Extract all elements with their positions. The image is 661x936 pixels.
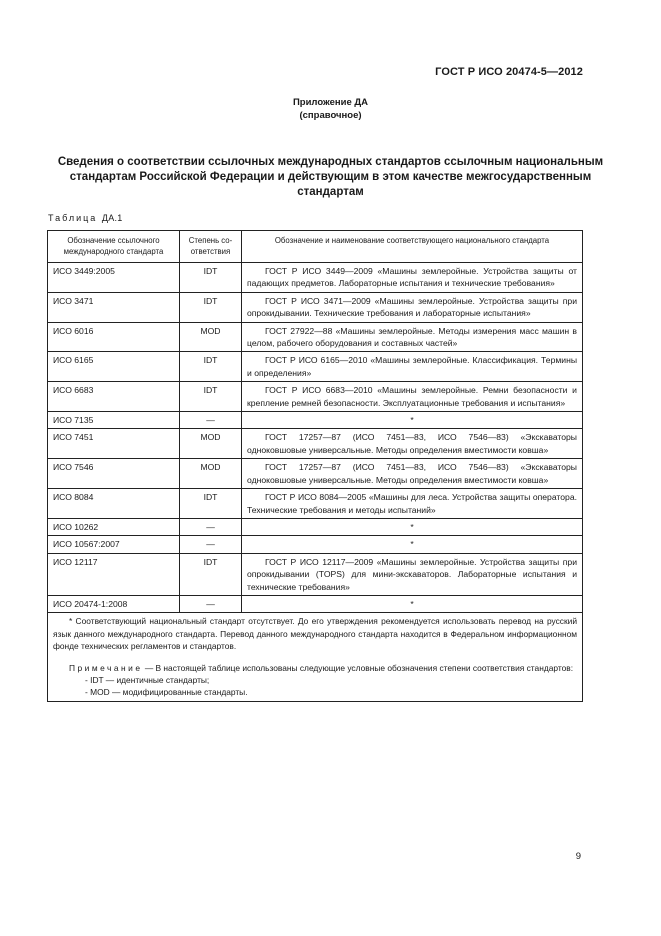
column-header-international-standard: Обозначение ссылочного международного стандарта [48, 231, 180, 263]
cell-international-standard: ИСО 20474-1:2008 [48, 595, 180, 612]
cell-national-standard: ГОСТ Р ИСО 8084—2005 «Машины для леса. Устройства защиты оператора. Технические требования и методы испытаний» [242, 489, 583, 519]
cell-degree: MOD [180, 322, 242, 352]
cell-degree: IDT [180, 553, 242, 595]
cell-degree: IDT [180, 489, 242, 519]
cell-national-standard: ГОСТ Р ИСО 3471—2009 «Машины землеройные. Устройства защиты при опрокидывании. Технические требования и лабораторные испытания» [242, 292, 583, 322]
footnote-text: * Соответствующий национальный стандарт отсутствует. До его утверждения рекомендуется использовать перевод на русский язык данного международного стандарта. Перевод данного международного стандарта находится в Федеральном информационном фонде технических регламентов и стандартов. [53, 616, 577, 652]
appendix-block [0, 96, 661, 122]
note-line-idt: - IDT — идентичные стандарты; [85, 674, 210, 685]
cell-national-standard: ГОСТ 17257—87 (ИСО 7451—83, ИСО 7546—83) «Экскаваторы одноковшовые универсальные. Методы определения вместимости ковша» [242, 459, 583, 489]
cell-degree: IDT [180, 382, 242, 412]
table-row [48, 412, 583, 429]
table-row [48, 595, 583, 612]
table-row [48, 536, 583, 553]
cell-international-standard: ИСО 10567:2007 [48, 536, 180, 553]
note-text: — В настоящей таблице использованы следующие условные обозначения степени соответствия стандартов: [144, 662, 574, 673]
section-heading: Сведения о соответствии ссылочных международных стандартов ссылочным национальным стандартам Российской Федерации и действующим в этом качестве межгосударственным стандартам [57, 156, 604, 198]
cell-national-standard: ГОСТ Р ИСО 3449—2009 «Машины землеройные. Устройства защиты от падающих предметов. Лабораторные испытания и технические требования» [242, 263, 583, 293]
appendix-title: Приложение ДА [292, 97, 369, 108]
cell-international-standard: ИСО 8084 [48, 489, 180, 519]
cell-degree: — [180, 518, 242, 535]
table-row [48, 322, 583, 352]
cell-national-standard: * [242, 536, 583, 553]
cell-national-standard: ГОСТ Р ИСО 6165—2010 «Машины землеройные. Классификация. Термины и определения» [242, 352, 583, 382]
cell-international-standard: ИСО 3449:2005 [48, 263, 180, 293]
cell-national-standard: ГОСТ Р ИСО 12117—2009 «Машины землеройные. Устройства защиты при опрокидывании (TOPS) для мини-экскаваторов. Лабораторные испытания и технические требования» [242, 553, 583, 595]
table-row [48, 292, 583, 322]
column-header-degree: Степень со-ответствия [180, 231, 242, 263]
document-code: ГОСТ Р ИСО 20474-5—2012 [435, 66, 583, 78]
cell-degree: — [180, 536, 242, 553]
table-caption [48, 213, 123, 223]
table-row [48, 352, 583, 382]
table-row [48, 459, 583, 489]
cell-national-standard: * [242, 595, 583, 612]
note-label: Примечание [69, 662, 143, 673]
correspondence-table [47, 230, 583, 702]
table-footnote-cell [48, 613, 583, 701]
note-line-mod: - MOD — модифицированные стандарты. [85, 687, 248, 698]
table-footnote-row [48, 613, 583, 701]
table-caption-prefix: Таблица [48, 213, 98, 223]
cell-international-standard: ИСО 3471 [48, 292, 180, 322]
table-row [48, 518, 583, 535]
cell-international-standard: ИСО 6016 [48, 322, 180, 352]
cell-national-standard: * [242, 412, 583, 429]
cell-international-standard: ИСО 6683 [48, 382, 180, 412]
cell-degree: IDT [180, 352, 242, 382]
cell-national-standard: ГОСТ Р ИСО 6683—2010 «Машины землеройные. Ремни безопасности и крепление ремней безопасности. Эксплуатационные требования и испытания» [242, 382, 583, 412]
cell-international-standard: ИСО 7135 [48, 412, 180, 429]
table-header-row [48, 231, 583, 263]
page-number: 9 [575, 851, 581, 862]
cell-degree: MOD [180, 429, 242, 459]
cell-international-standard: ИСО 7546 [48, 459, 180, 489]
cell-international-standard: ИСО 12117 [48, 553, 180, 595]
cell-national-standard: * [242, 518, 583, 535]
cell-degree: MOD [180, 459, 242, 489]
cell-degree: — [180, 595, 242, 612]
cell-international-standard: ИСО 7451 [48, 429, 180, 459]
cell-national-standard: ГОСТ 27922—88 «Машины землеройные. Методы измерения масс машин в целом, рабочего оборудования и составных частей» [242, 322, 583, 352]
column-header-national-standard: Обозначение и наименование соответствующего национального стандарта [242, 231, 583, 263]
note-paragraph [53, 662, 577, 674]
cell-degree: — [180, 412, 242, 429]
table-row [48, 429, 583, 459]
table-row [48, 263, 583, 293]
cell-international-standard: ИСО 6165 [48, 352, 180, 382]
table-row [48, 489, 583, 519]
cell-degree: IDT [180, 263, 242, 293]
table-row [48, 553, 583, 595]
cell-international-standard: ИСО 10262 [48, 518, 180, 535]
table-row [48, 382, 583, 412]
cell-degree: IDT [180, 292, 242, 322]
cell-national-standard: ГОСТ 17257—87 (ИСО 7451—83, ИСО 7546—83) «Экскаваторы одноковшовые универсальные. Методы определения вместимости ковша» [242, 429, 583, 459]
table-caption-number: ДА.1 [101, 213, 123, 223]
appendix-subtitle: (справочное) [299, 110, 362, 121]
